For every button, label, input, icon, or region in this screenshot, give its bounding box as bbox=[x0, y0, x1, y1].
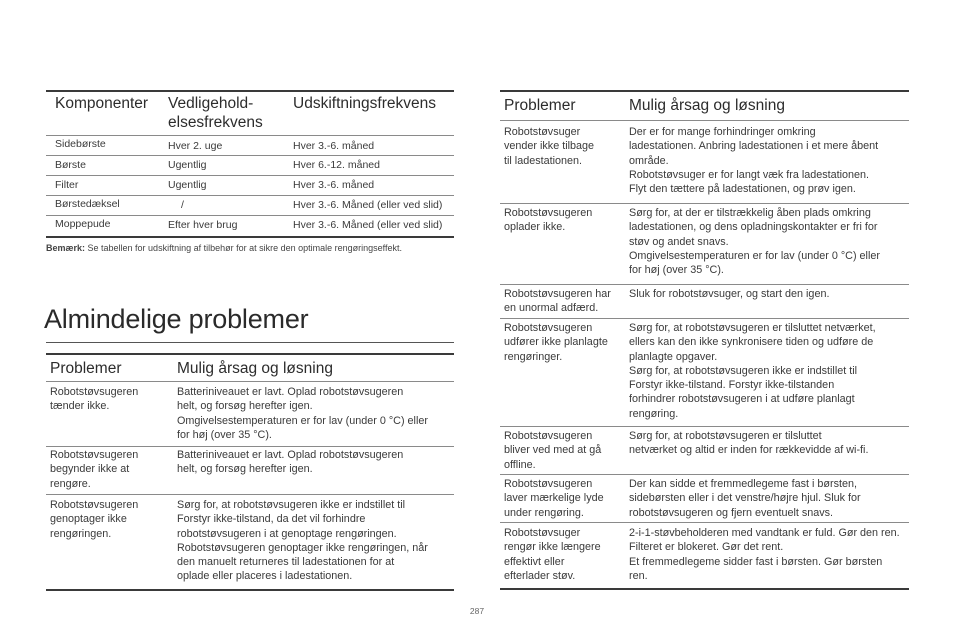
section-title: Almindelige problemer bbox=[44, 304, 309, 334]
column-header-problems: Problemer bbox=[504, 97, 576, 114]
table-cell-solution: Sluk for robotstøvsuger, og start den igen. bbox=[629, 288, 830, 300]
column-header-problems: Problemer bbox=[50, 360, 122, 377]
table-cell-solution: Batteriniveauet er lavt. Oplad robotstøvsugeren helt, og forsøg herefter igen. Omgivelsestemperaturen er for lav (under 0 °C) eller for høj (over 35 °C). bbox=[177, 386, 428, 441]
table-cell-problem: Robotstøvsugeren oplader ikke. bbox=[504, 207, 593, 234]
column-header-replacement-frequency: Udskiftningsfrekvens bbox=[293, 95, 437, 112]
table-note bbox=[46, 243, 402, 253]
table-cell-problem: Robotstøvsugeren udfører ikke planlagte rengøringer. bbox=[504, 322, 608, 363]
table-header-rule bbox=[46, 381, 454, 382]
table-row-rule bbox=[46, 446, 454, 447]
table-row-rule bbox=[46, 175, 454, 176]
table-cell-solution: Sørg for, at der er tilstrækkelig åben plads omkring ladestationen, og dens opladningskontakter er fri for støv og andet snavs. Omgivelsestemperaturen er for lav (under 0 °C) eller for høj (over 35 °C). bbox=[629, 207, 880, 277]
table-cell-component: Sidebørste bbox=[55, 138, 106, 150]
table-cell-problem: Robotstøvsugeren bliver ved med at gå offline. bbox=[504, 430, 602, 471]
table-cell-solution: 2-i-1-støvbeholderen med vandtank er fuld. Gør den ren. Filteret er blokeret. Gør det rent. Et fremmedlegeme sidder fast i børsten. Gør børsten ren. bbox=[629, 527, 900, 582]
page-number: 287 bbox=[469, 606, 485, 616]
table-row-rule bbox=[500, 522, 909, 523]
table-row-rule bbox=[500, 426, 909, 427]
table-cell-maintenance: / bbox=[181, 199, 184, 211]
column-header-cause-solution: Mulig årsag og løsning bbox=[177, 360, 333, 377]
table-cell-component: Børste bbox=[55, 159, 86, 171]
note-label: Bemærk: bbox=[46, 243, 86, 253]
table-cell-component: Moppepude bbox=[55, 218, 111, 230]
table-row-rule bbox=[46, 155, 454, 156]
table-bottom-rule bbox=[46, 589, 454, 591]
table-cell-solution: Der kan sidde et fremmedlegeme fast i børsten, sidebørsten eller i det venstre/højre hjul. Sluk for robotstøvsugeren og fjern eventuelt snavs. bbox=[629, 478, 861, 519]
table-cell-maintenance: Efter hver brug bbox=[168, 219, 238, 231]
table-cell-solution: Batteriniveauet er lavt. Oplad robotstøvsugeren helt, og forsøg herefter igen. bbox=[177, 449, 404, 476]
table-cell-problem: Robotstøvsugeren genoptager ikke rengøringen. bbox=[50, 499, 139, 540]
table-top-rule bbox=[46, 353, 454, 355]
table-cell-maintenance: Ugentlig bbox=[168, 179, 207, 191]
table-cell-maintenance: Ugentlig bbox=[168, 159, 207, 171]
column-header-cause-solution: Mulig årsag og løsning bbox=[629, 97, 785, 114]
table-cell-problem: Robotstøvsuger rengør ikke længere effektivt eller efterlader støv. bbox=[504, 527, 601, 582]
table-cell-replacement: Hver 3.-6. Måned (eller ved slid) bbox=[293, 219, 443, 231]
table-cell-solution: Sørg for, at robotstøvsugeren er tilsluttet netværket og altid er inden for rækkevidde af wi-fi. bbox=[629, 430, 869, 457]
table-cell-replacement: Hver 3.-6. måned bbox=[293, 179, 375, 191]
column-header-maintenance-frequency: Vedligehold- elsesfrekvens bbox=[168, 95, 263, 131]
table-cell-problem: Robotstøvsuger vender ikke tilbage til ladestationen. bbox=[504, 126, 595, 167]
table-top-rule bbox=[46, 90, 454, 92]
table-cell-problem: Robotstøvsugeren laver mærkelige lyde under rengøring. bbox=[504, 478, 604, 519]
table-cell-problem: Robotstøvsugeren tænder ikke. bbox=[50, 386, 139, 413]
title-underline bbox=[46, 342, 454, 343]
table-bottom-rule bbox=[500, 588, 909, 590]
table-cell-solution: Der er for mange forhindringer omkring ladestationen. Anbring ladestationen i et mere åbent område. Robotstøvsuger er for langt væk fra ladestationen. Flyt den tættere på ladestationen, og prøv igen. bbox=[629, 126, 879, 196]
table-cell-replacement: Hver 6.-12. måned bbox=[293, 159, 380, 171]
table-header-rule bbox=[500, 120, 909, 121]
table-cell-problem: Robotstøvsugeren begynder ikke at rengøre. bbox=[50, 449, 139, 490]
table-row-rule bbox=[46, 195, 454, 196]
table-cell-maintenance: Hver 2. uge bbox=[168, 140, 223, 152]
table-cell-component: Filter bbox=[55, 179, 79, 191]
table-top-rule bbox=[500, 90, 909, 92]
table-header-rule bbox=[46, 135, 454, 136]
table-row-rule bbox=[500, 203, 909, 204]
note-text: Se tabellen for udskiftning af tilbehør for at sikre den optimale rengøringseffekt. bbox=[85, 243, 403, 253]
column-header-components: Komponenter bbox=[55, 95, 149, 112]
table-row-rule bbox=[46, 215, 454, 216]
table-cell-replacement: Hver 3.-6. måned bbox=[293, 140, 375, 152]
table-cell-solution: Sørg for, at robotstøvsugeren er tilsluttet netværket, ellers kan den ikke synkronisere tiden og udføre de planlagte opgaver. Sørg for, at robotstøvsugeren ikke er indstillet til Forstyr ikke-tilstand. Forstyr ikke-tilstanden forhindrer robotstøvsugeren i at udføre planlagt rengøring. bbox=[629, 322, 876, 420]
table-row-rule bbox=[500, 474, 909, 475]
table-cell-replacement: Hver 3.-6. Måned (eller ved slid) bbox=[293, 199, 443, 211]
table-cell-component: Børstedæksel bbox=[55, 198, 120, 210]
table-row-rule bbox=[46, 494, 454, 495]
table-row-rule bbox=[500, 284, 909, 285]
table-cell-problem: Robotstøvsugeren har en unormal adfærd. bbox=[504, 288, 611, 315]
table-row-rule bbox=[500, 318, 909, 319]
table-bottom-rule bbox=[46, 236, 454, 238]
table-cell-solution: Sørg for, at robotstøvsugeren ikke er indstillet til Forstyr ikke-tilstand, da det vil forhindre robotstøvsugeren i at genoptage rengøringen. Robotstøvsugeren genoptager ikke rengøringen, når den manuelt returneres til ladestationen for at oplade eller placeres i ladestationen. bbox=[177, 499, 428, 583]
